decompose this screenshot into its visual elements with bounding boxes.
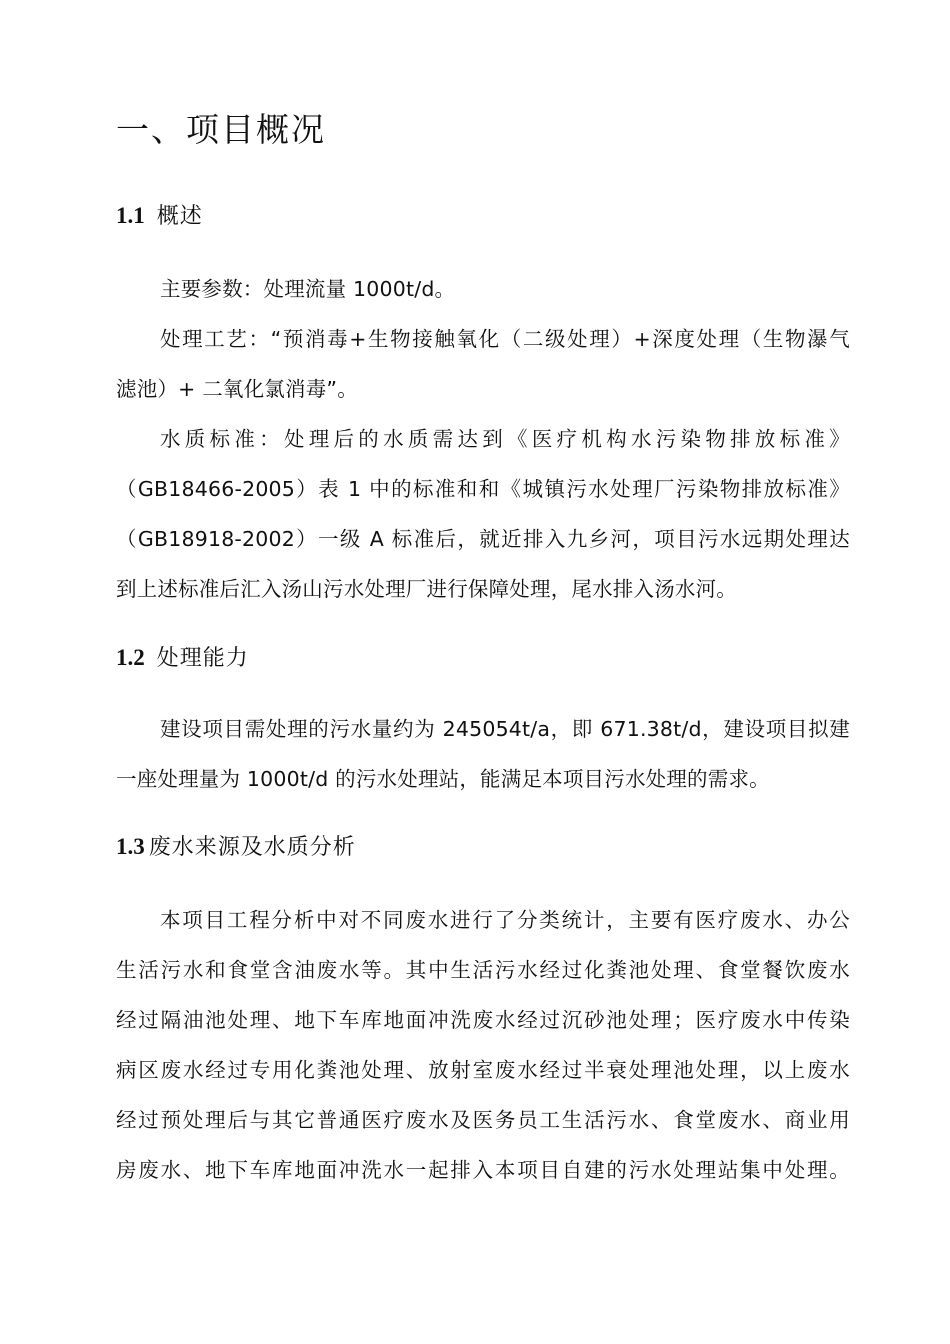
section-number: 1.1 bbox=[116, 203, 145, 228]
section-title: 处理能力 bbox=[156, 646, 249, 671]
section-title: 废水来源及水质分析 bbox=[148, 835, 356, 860]
paragraph-line: 生活污水和食堂含油废水等。其中生活污水经过化粪池处理、食堂餐饮废水 bbox=[116, 958, 850, 982]
section-1-1-body bbox=[116, 264, 850, 614]
paragraph-line: 到上述标准后汇入汤山污水处理厂进行保障处理，尾水排入汤水河。 bbox=[116, 577, 737, 601]
paragraph-line: 一座处理量为 1000t/d 的污水处理站，能满足本项目污水处理的需求。 bbox=[116, 767, 770, 791]
paragraph-line: 病区废水经过专用化粪池处理、放射室废水经过半衰处理池处理，以上废水 bbox=[116, 1058, 850, 1082]
paragraph-line: （GB18918-2002）一级 A 标准后，就近排入九乡河，项目污水远期处理达 bbox=[116, 527, 850, 551]
section-number: 1.3 bbox=[116, 834, 145, 859]
section-heading-1-1 bbox=[116, 200, 850, 233]
section-heading-1-2 bbox=[116, 642, 850, 675]
paragraph-line: 房废水、地下车库地面冲洗水一起排入本项目自建的污水处理站集中处理。 bbox=[116, 1158, 850, 1182]
paragraph-line: 经过隔油池处理、地下车库地面冲洗废水经过沉砂池处理；医疗废水中传染 bbox=[116, 1008, 850, 1032]
section-1-2-body bbox=[116, 704, 850, 804]
section-title: 概述 bbox=[156, 204, 203, 229]
paragraph-line: 滤池）+ 二氧化氯消毒”。 bbox=[116, 377, 358, 401]
section-1-3-body bbox=[116, 895, 850, 1195]
section-heading-1-3 bbox=[116, 831, 850, 864]
paragraph-line: （GB18466-2005）表 1 中的标准和和《城镇污水处理厂污染物排放标准》 bbox=[116, 477, 850, 501]
paragraph-line: 处理工艺：“预消毒+生物接触氧化（二级处理）+深度处理（生物瀑气 bbox=[160, 327, 850, 351]
paragraph-line: 主要参数：处理流量 1000t/d。 bbox=[160, 277, 456, 301]
paragraph-line: 水质标准：处理后的水质需达到《医疗机构水污染物排放标准》 bbox=[160, 427, 850, 451]
paragraph-line: 本项目工程分析中对不同废水进行了分类统计，主要有医疗废水、办公 bbox=[160, 908, 850, 932]
paragraph-line: 经过预处理后与其它普通医疗废水及医务员工生活污水、食堂废水、商业用 bbox=[116, 1108, 850, 1132]
section-number: 1.2 bbox=[116, 645, 145, 670]
chapter-heading: 一、项目概况 bbox=[116, 110, 326, 149]
paragraph-line: 建设项目需处理的污水量约为 245054t/a，即 671.38t/d，建设项目拟建 bbox=[160, 717, 850, 741]
